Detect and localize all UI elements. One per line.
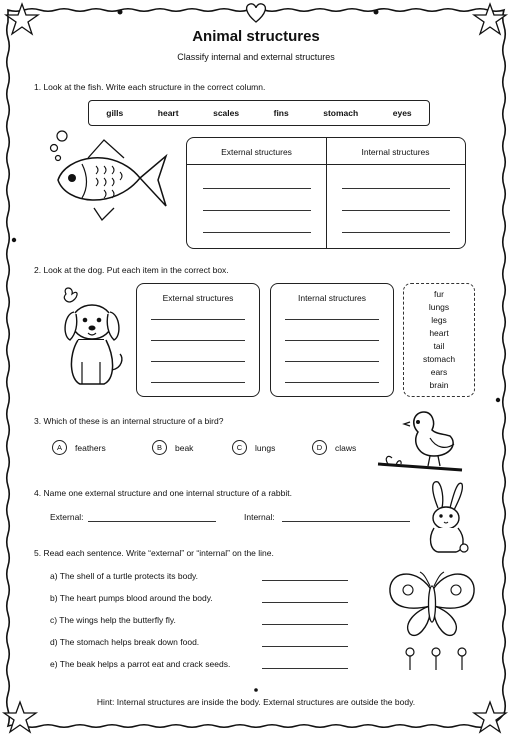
option-letter: D bbox=[312, 440, 327, 455]
option-label: claws bbox=[335, 442, 357, 453]
item-stomach: stomach bbox=[422, 354, 456, 364]
answer-line[interactable] bbox=[151, 361, 245, 362]
option-letter: A bbox=[52, 440, 67, 455]
box-header: External structures bbox=[162, 293, 234, 303]
bird-icon bbox=[374, 404, 466, 476]
internal-answer-line[interactable] bbox=[282, 521, 410, 522]
external-answer-line[interactable] bbox=[88, 521, 216, 522]
word-bank-item: stomach bbox=[323, 108, 359, 118]
item-legs: legs bbox=[431, 315, 447, 325]
question-4-prompt: 4. Name one external structure and one internal structure of a rabbit. bbox=[34, 488, 292, 498]
fish-sort-table bbox=[186, 137, 466, 249]
question-2-prompt: 2. Look at the dog. Put each item in the correct box. bbox=[34, 265, 229, 275]
option-letter: C bbox=[232, 440, 247, 455]
rabbit-icon bbox=[420, 478, 472, 556]
option-a[interactable] bbox=[52, 440, 106, 455]
word-bank-item: eyes bbox=[392, 108, 412, 118]
answer-line[interactable] bbox=[285, 319, 379, 320]
answer-line[interactable] bbox=[203, 232, 311, 233]
dog-item-list bbox=[403, 283, 475, 397]
question-3-prompt: 3. Which of these is an internal structure of a bird? bbox=[34, 416, 224, 426]
answer-line[interactable] bbox=[262, 646, 348, 647]
answer-line[interactable] bbox=[285, 361, 379, 362]
option-d[interactable] bbox=[312, 440, 356, 455]
item-heart: heart bbox=[429, 328, 449, 338]
answer-line[interactable] bbox=[262, 624, 348, 625]
word-bank-item: gills bbox=[106, 108, 124, 118]
heart-icon bbox=[247, 4, 266, 22]
box-header: Internal structures bbox=[297, 293, 367, 303]
answer-line[interactable] bbox=[342, 188, 450, 189]
hint-text: Hint: Internal structures are inside the body. External structures are outside the body. bbox=[96, 697, 416, 707]
butterfly-icon bbox=[384, 566, 480, 672]
option-letter: B bbox=[152, 440, 167, 455]
option-c[interactable] bbox=[232, 440, 275, 455]
fish-icon bbox=[44, 128, 172, 224]
dog-external-box bbox=[136, 283, 260, 397]
item-ears: ears bbox=[430, 367, 448, 377]
sentence-b: b) The heart pumps blood around the body. bbox=[50, 593, 213, 603]
answer-line[interactable] bbox=[151, 340, 245, 341]
item-lungs: lungs bbox=[428, 302, 450, 312]
word-bank-item: heart bbox=[157, 108, 179, 118]
internal-label: Internal: bbox=[244, 512, 275, 522]
word-bank-item: fins bbox=[273, 108, 289, 118]
answer-line[interactable] bbox=[262, 602, 348, 603]
external-label: External: bbox=[50, 512, 84, 522]
option-label: feathers bbox=[75, 442, 106, 453]
word-bank-item: scales bbox=[213, 108, 240, 118]
answer-line[interactable] bbox=[262, 580, 348, 581]
option-label: lungs bbox=[255, 442, 276, 453]
sentence-e: e) The beak helps a parrot eat and crack seeds. bbox=[50, 659, 231, 669]
item-brain: brain bbox=[429, 380, 449, 390]
column-header: External structures bbox=[221, 147, 292, 157]
page-subtitle: Classify internal and external structures bbox=[177, 52, 335, 62]
column-header: Internal structures bbox=[361, 147, 430, 157]
answer-line[interactable] bbox=[151, 382, 245, 383]
answer-line[interactable] bbox=[262, 668, 348, 669]
answer-line[interactable] bbox=[342, 210, 450, 211]
answer-line[interactable] bbox=[203, 188, 311, 189]
question-5-prompt: 5. Read each sentence. Write “external” or “internal” on the line. bbox=[34, 548, 274, 558]
dog-internal-box bbox=[270, 283, 394, 397]
dog-icon bbox=[44, 284, 126, 392]
item-fur: fur bbox=[434, 289, 444, 299]
flowers-icon bbox=[406, 648, 466, 670]
word-bank bbox=[88, 100, 430, 126]
page-title: Animal structures bbox=[192, 28, 320, 45]
sentence-a: a) The shell of a turtle protects its body. bbox=[50, 571, 199, 581]
item-tail: tail bbox=[433, 341, 445, 351]
answer-line[interactable] bbox=[342, 232, 450, 233]
sentence-d: d) The stomach helps break down food. bbox=[50, 637, 200, 647]
answer-line[interactable] bbox=[285, 382, 379, 383]
answer-line[interactable] bbox=[203, 210, 311, 211]
option-label: beak bbox=[175, 442, 194, 453]
answer-line[interactable] bbox=[285, 340, 379, 341]
question-1-prompt: 1. Look at the fish. Write each structure in the correct column. bbox=[34, 82, 266, 92]
answer-line[interactable] bbox=[151, 319, 245, 320]
option-b[interactable] bbox=[152, 440, 193, 455]
sentence-c: c) The wings help the butterfly fly. bbox=[50, 615, 176, 625]
